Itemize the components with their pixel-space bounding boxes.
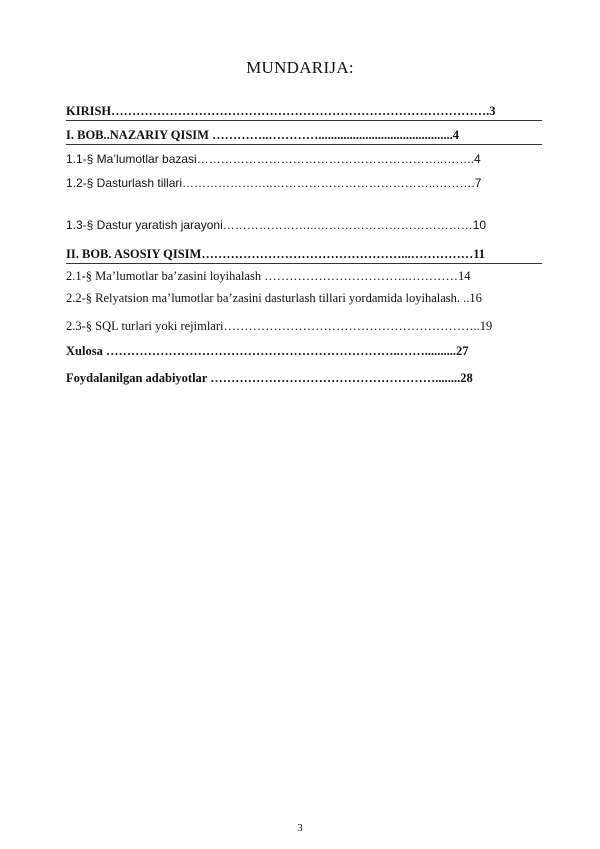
divider [66, 144, 542, 145]
toc-entry-chapter-2: II. BOB. ASOSIY QISIM…………………………………………...……………11 [66, 247, 486, 261]
toc-entry-1-3: 1.3-§ Dastur yaratish jarayoni…………………...…………………………………10 [66, 218, 487, 232]
toc-entry-2-2: 2.2-§ Relyatsion ma’lumotlar ba’zasini dasturlash tillari yordamida loyihalash. ..16 [66, 291, 482, 305]
toc-entry-references: Foydalanilgan adabiyotlar ………………………………………………........28 [66, 371, 473, 385]
toc-entry-chapter-1: I. BOB..NAZARIY QISIM …………..…………...........................................4 [66, 128, 459, 142]
divider [66, 263, 542, 264]
page-number: 3 [297, 822, 303, 834]
toc-entry-kirish: KIRISH……………………………………………………………………………….3 [66, 104, 496, 118]
toc-entry-1-2: 1.2-§ Dasturlash tillari…………………..…………………………………..……….7 [66, 176, 482, 190]
toc-entry-2-3: 2.3-§ SQL turlari yoki rejimlari……………………………………………………..19 [66, 319, 493, 333]
toc-entry-xulosa: Xulosa ……………………………………………………………..……..........27 [66, 344, 469, 358]
toc-entry-1-1: 1.1-§ Ma’lumotlar bazasi……………………………………………………..……..4 [66, 152, 481, 166]
divider [66, 120, 542, 121]
toc-entry-2-1: 2.1-§ Ma’lumotlar ba’zasini loyihalash ……………………………..…………14 [66, 269, 471, 283]
page-title: MUNDARIJA: [246, 58, 354, 77]
